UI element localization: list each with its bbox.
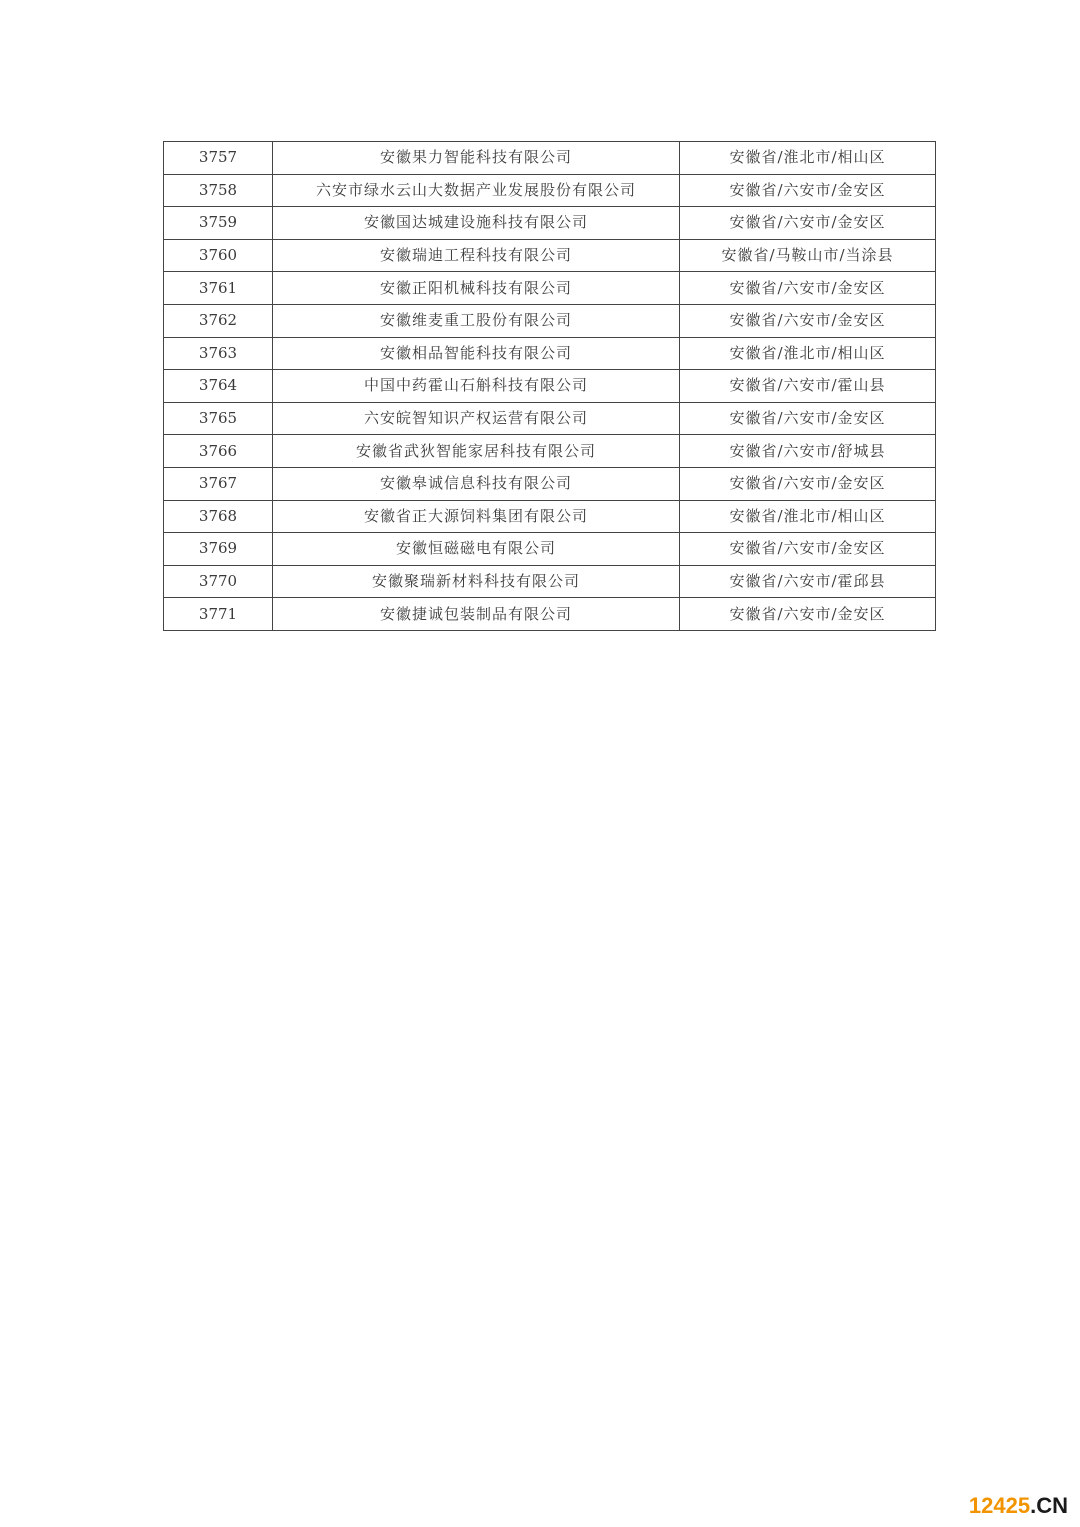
watermark-digits: 12425 [968,1493,1031,1518]
row-number: 3767 [164,467,273,500]
company-location: 安徽省/六安市/金安区 [680,174,936,207]
company-name: 安徽捷诚包装制品有限公司 [273,598,680,631]
company-name: 六安市绿水云山大数据产业发展股份有限公司 [273,174,680,207]
company-location: 安徽省/六安市/金安区 [680,402,936,435]
table-row [164,598,936,631]
company-name: 安徽相品智能科技有限公司 [273,337,680,370]
company-name: 安徽皋诚信息科技有限公司 [273,467,680,500]
company-location: 安徽省/淮北市/相山区 [680,337,936,370]
company-name: 安徽省武狄智能家居科技有限公司 [273,435,680,468]
table-row [164,272,936,305]
company-name: 安徽聚瑞新材料科技有限公司 [273,565,680,598]
row-number: 3765 [164,402,273,435]
row-number: 3766 [164,435,273,468]
company-location: 安徽省/六安市/霍邱县 [680,565,936,598]
company-name: 中国中药霍山石斛科技有限公司 [273,370,680,403]
table-row [164,174,936,207]
company-name: 安徽恒磁磁电有限公司 [273,533,680,566]
company-location: 安徽省/六安市/金安区 [680,467,936,500]
company-location: 安徽省/六安市/霍山县 [680,370,936,403]
row-number: 3762 [164,304,273,337]
row-number: 3770 [164,565,273,598]
company-location: 安徽省/六安市/金安区 [680,304,936,337]
table-row [164,142,936,175]
row-number: 3759 [164,207,273,240]
company-name: 安徽正阳机械科技有限公司 [273,272,680,305]
company-name: 安徽维麦重工股份有限公司 [273,304,680,337]
table-row [164,337,936,370]
table-row [164,370,936,403]
table-row [164,402,936,435]
table-row [164,565,936,598]
row-number: 3758 [164,174,273,207]
row-number: 3761 [164,272,273,305]
company-list-table [163,141,936,631]
company-location: 安徽省/六安市/金安区 [680,272,936,305]
table-row [164,239,936,272]
watermark-suffix: .CN [1030,1493,1068,1518]
company-name: 安徽瑞迪工程科技有限公司 [273,239,680,272]
company-location: 安徽省/六安市/金安区 [680,598,936,631]
row-number: 3757 [164,142,273,175]
table-row [164,207,936,240]
table-row [164,533,936,566]
company-location: 安徽省/六安市/金安区 [680,533,936,566]
table-row [164,304,936,337]
row-number: 3771 [164,598,273,631]
company-name: 安徽省正大源饲料集团有限公司 [273,500,680,533]
company-location: 安徽省/淮北市/相山区 [680,500,936,533]
row-number: 3764 [164,370,273,403]
row-number: 3768 [164,500,273,533]
company-name: 安徽果力智能科技有限公司 [273,142,680,175]
site-watermark [969,1493,1068,1519]
company-name: 安徽国达城建设施科技有限公司 [273,207,680,240]
row-number: 3763 [164,337,273,370]
table-row [164,467,936,500]
company-location: 安徽省/六安市/金安区 [680,207,936,240]
company-name: 六安皖智知识产权运营有限公司 [273,402,680,435]
company-location: 安徽省/马鞍山市/当涂县 [680,239,936,272]
table-row [164,500,936,533]
company-location: 安徽省/淮北市/相山区 [680,142,936,175]
company-location: 安徽省/六安市/舒城县 [680,435,936,468]
row-number: 3769 [164,533,273,566]
row-number: 3760 [164,239,273,272]
table-row [164,435,936,468]
